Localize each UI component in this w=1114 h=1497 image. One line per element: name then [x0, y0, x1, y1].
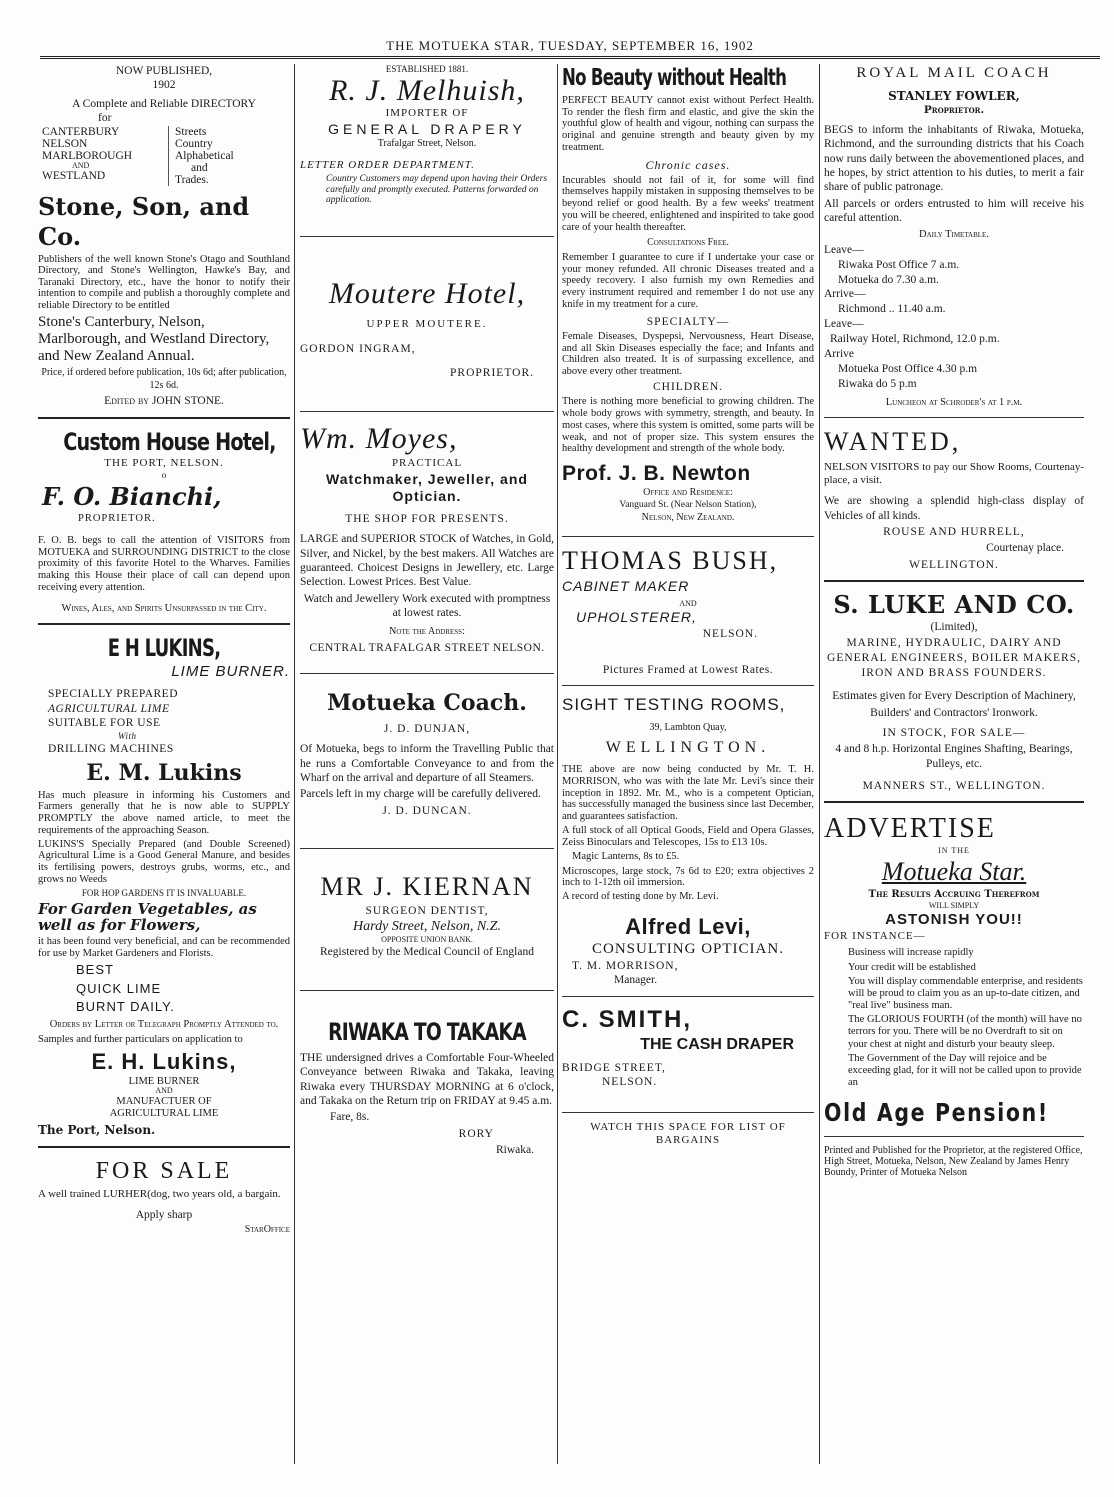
region: MARLBOROUGH — [42, 149, 133, 162]
ornament: o — [161, 470, 167, 481]
lukins-heading: E H LUKINS, — [107, 633, 221, 662]
bianchi-proprietor: PROPRIETOR. — [78, 512, 156, 524]
importer: IMPORTER OF — [385, 106, 469, 119]
specialty-text: Female Diseases, Dyspepsi, Nervousness, Heart Disease, and all Skin Diseases especially the face; and Infants and Children also treated. It is of surpassing excellence, and above every other treatment. — [562, 330, 814, 378]
hotel-title: Custom House Hotel, — [63, 427, 276, 456]
rouse-hurrell: ROUSE AND HURRELL, — [883, 525, 1025, 538]
publisher-text: Publishers of the well known Stone's Otago and Southland Directory, and Stone's Wellington, Hawke's Bay, and Taranaki Directory, etc., have the honor to notify their intention to compile and publish a thoroughly complete and reliable Directory to be entitled — [38, 253, 290, 311]
instance-item: Your credit will be established — [848, 962, 976, 974]
timetable — [824, 243, 1084, 392]
feature: and — [191, 161, 208, 174]
moyes-address: CENTRAL TRAFALGAR STREET NELSON. — [309, 641, 545, 654]
moutere-hotel: Moutere Hotel, — [328, 276, 526, 310]
feature: Trades. — [175, 173, 209, 186]
garden-heading: For Garden Vegetables, as well as for Flowers, — [38, 899, 257, 935]
best-line: BEST — [76, 962, 114, 978]
spec-line: AGRICULTURAL LIME — [48, 702, 170, 715]
begs-text: BEGS to inform the inhabitants of Riwaka, Motueka, Richmond, and the surrounding districts that his Coach now runs daily between the abovementioned places, and he hopes, by strict attention to his duties, to merit a fair share of public patronage. — [824, 123, 1084, 194]
timetable-row: Leave— — [824, 318, 864, 331]
lukins-big: E. H. Lukins, — [91, 1049, 237, 1075]
region: WESTLAND — [42, 170, 106, 183]
stanley-fowler: STANLEY FOWLER, — [888, 88, 1020, 103]
microscopes: Microscopes, large stock, 7s 6d to £20; extra objectives 2 inch to 1-12th oil immersion. — [562, 865, 814, 889]
wanted: WANTED, — [824, 427, 962, 457]
drapery: GENERAL DRAPERY — [328, 120, 526, 137]
wines: Wines, Ales, and Spirits Unsurpassed in the City. — [61, 602, 267, 614]
spec-line: With — [118, 730, 137, 741]
letter-order: LETTER ORDER DEPARTMENT. — [300, 158, 475, 171]
directory-line: A Complete and Reliable DIRECTORY — [72, 97, 256, 110]
results: The Results Accruing Therefrom — [868, 888, 1040, 900]
surgeon-dentist: SURGEON DENTIST, — [365, 904, 489, 917]
wellington: WELLINGTON. — [909, 558, 999, 571]
column-rule — [557, 64, 558, 1464]
newton-name: Prof. J. B. Newton — [562, 462, 751, 485]
lukins-text: LUKINS'S Specially Prepared (and Double Screened) Agricultural Lime is a Good General Manure, and besides its fertilising powers, destroys grubs, worms, etc., and grows no Weeds — [38, 838, 290, 885]
lime-line: MANUFACTUER OF — [116, 1096, 212, 1108]
timetable-row: Railway Hotel, Richmond, 12.0 p.m. — [830, 333, 1000, 346]
spec-line: SUITABLE FOR USE — [48, 717, 161, 730]
samples: Samples and further particulars on application to — [38, 1034, 243, 1046]
will-simply: WILL SIMPLY — [928, 901, 980, 911]
wellington-heading: WELLINGTON. — [605, 739, 771, 757]
bianchi-text: F. O. B. begs to call the attention of VISITORS from MOTUEKA and SURROUNDING DISTRICT to the close proximity of this favorite Hotel to the Wharves. Families making this House their place of call can depend upon receiving every attention. — [38, 534, 290, 593]
directory-regions — [38, 126, 290, 186]
region: NELSON — [42, 137, 88, 150]
lime-line: AGRICULTURAL LIME — [109, 1107, 219, 1119]
record: A record of testing done by Mr. Levi. — [562, 891, 719, 902]
morrison: T. M. MORRISON, — [572, 960, 679, 972]
timetable-row: Motueka do 7.30 a.m. — [838, 273, 939, 286]
for-instance: FOR INSTANCE— — [824, 930, 926, 943]
gordon-proprietor: PROPRIETOR. — [450, 367, 534, 380]
region: AND — [72, 160, 90, 170]
for-sale: FOR SALE — [95, 1158, 233, 1185]
smith-name: C. SMITH, — [562, 1005, 692, 1033]
lambton-quay: 39, Lambton Quay, — [649, 721, 727, 733]
year: 1902 — [152, 79, 176, 92]
old-age-pension: Old Age Pension! — [824, 1097, 1049, 1127]
upper-moutere: UPPER MOUTERE. — [366, 318, 488, 331]
children-text: There is nothing more beneficial to growing children. The whole body grows with symmetry, strength, and beauty. In most cases, where this system is omitted, some parts will be weak, and not of proper size. This system ensures the healthy development and strength of the whole body. — [562, 396, 814, 455]
watchmaker: Watchmaker, Jeweller, and Optician. — [326, 470, 528, 505]
printed-by: Printed and Published for the Proprietor, at the registered Office, High Street, Motueka, Nelson, New Zealand by James Henry Boundy, Printer of Motueka Nelson — [824, 1145, 1083, 1178]
timetable-row: Leave— — [824, 243, 864, 256]
hotel-sub: THE PORT, NELSON. — [104, 456, 224, 469]
cash-draper: THE CASH DRAPER — [640, 1035, 794, 1053]
opposite-bank: OPPOSITE UNION BANK. — [381, 935, 473, 945]
column-1 — [38, 64, 290, 1239]
smith-nelson: NELSON. — [602, 1076, 658, 1089]
moyes-name: Wm. Moyes, — [300, 421, 458, 455]
chronic-text: Incurables should not fail of it, for some will find themselves happily mistaken in supposing themselves to be beyond relief or good health. By a few weeks' treatment you will be cheered, enlightened and inspirited to take good care of your health thereafter. — [562, 174, 814, 233]
timetable-row: Arrive— — [824, 288, 866, 301]
office-residence: Office and Residence: — [643, 487, 733, 499]
instance-item: Business will increase rapidly — [848, 946, 974, 958]
sight-testing: SIGHT TESTING ROOMS, — [562, 695, 786, 715]
dunjan: J. D. DUNJAN, — [383, 722, 471, 735]
fowler-proprietor: Proprietor. — [923, 103, 985, 116]
advertise: ADVERTISE — [824, 813, 996, 845]
port-nelson: The Port, Nelson. — [38, 1123, 156, 1138]
feature: Alphabetical — [175, 149, 234, 162]
and-text: AND — [679, 599, 697, 609]
melhuish-name: R. J. Melhuish, — [329, 74, 525, 108]
directory-title: Stone's Canterbury, Nelson, Marlborough, and Westland Directory, and New Zealand Annual. — [38, 313, 270, 365]
best-line: BURNT DAILY. — [76, 998, 175, 1014]
engines: 4 and 8 h.p. Horizontal Engines Shafting, Bearings, Pulleys, etc. — [835, 743, 1073, 770]
magic-lanterns: Magic Lanterns, 8s to £5. — [572, 851, 680, 863]
now-published: NOW PUBLISHED, — [115, 65, 213, 77]
duncan-sig: J. D. DUNCAN. — [382, 804, 472, 817]
bianchi-name: F. O. Bianchi, — [42, 481, 222, 511]
manager: Manager. — [614, 974, 658, 987]
price: Price, if ordered before publication, 10s 6d; after publication, 12s 6d. — [41, 367, 287, 391]
feature: Country — [175, 137, 213, 150]
estimates: Estimates given for Every Description of Machinery, — [832, 690, 1076, 703]
lukins-text: Has much pleasure in informing his Customers and Farmers generally that he is now able to SUPPLY PROMPTLY the above named article, to meet the requirements of the approaching Season. — [38, 789, 290, 836]
for-text: for — [98, 112, 112, 125]
watch-space: WATCH THIS SPACE FOR LIST OF BARGAINS — [590, 1120, 786, 1147]
sale-text: A well trained LURHER(dog, two years old, a bargain. — [38, 1188, 281, 1201]
timetable-row: Richmond .. 11.40 a.m. — [838, 303, 946, 316]
pictures: Pictures Framed at Lowest Rates. — [602, 664, 774, 676]
bridge-street: BRIDGE STREET, — [562, 1061, 666, 1074]
wanted-text: NELSON VISITORS to pay our Show Rooms, Courtenay-place, a visit. — [824, 460, 1084, 487]
consult-text: Remember I guarantee to cure if I undertake your case or your money refunded. All chronic Diseases treated and a speedy recovery. I also furnish my own Remedies and every instrument required and remember I do not use any knife in my treatment for a cure. — [562, 251, 814, 310]
rory: RORY — [458, 1127, 494, 1140]
builders: Builders' and Contractors' Ironwork. — [870, 706, 1038, 719]
in-the: IN THE — [938, 846, 970, 856]
street: Trafalgar Street, Nelson. — [377, 138, 477, 149]
engineers: MARINE, HYDRAULIC, DAIRY AND GENERAL ENGINEERS, BOILER MAKERS, IRON AND BRASS FOUNDERS. — [827, 637, 1081, 680]
instance-item: The Government of the Day will rejoice and be exceeding glad, for it will not be called upon to provide an — [848, 1052, 1082, 1088]
lime-line: LIME BURNER — [128, 1075, 200, 1087]
chronic: Chronic cases. — [645, 157, 731, 172]
specialty: SPECIALTY— — [646, 315, 730, 328]
optical-stock: A full stock of all Optical Goods, Field and Opera Glasses, Zeiss Binoculars and Telescopes, 15s to £13 10s. — [562, 824, 814, 848]
timetable-row: Motueka Post Office 4.30 p.m — [838, 363, 978, 376]
best-line: QUICK LIME — [76, 980, 162, 996]
riwaka-sig: Riwaka. — [495, 1144, 534, 1157]
in-stock: IN STOCK, FOR SALE— — [882, 726, 1026, 739]
timetable-row: Riwaka do 5 p.m — [838, 378, 917, 391]
levi-name: Alfred Levi, — [625, 913, 751, 939]
region: CANTERBURY — [42, 125, 120, 138]
lukins-gothic: E. M. Lukins — [86, 760, 242, 787]
registered: Registered by the Medical Council of England — [320, 946, 534, 959]
instance-item: You will display commendable enterprise, and residents will be proud to claim you as an up-to-date citizen, and "real live" business man. — [848, 976, 1083, 1012]
repair-text: Watch and Jewellery Work executed with promptness at lowest rates. — [303, 592, 551, 620]
editor: Edited by JOHN STONE. — [104, 395, 224, 408]
fare: Fare, 8s. — [330, 1111, 370, 1124]
note-address: Note the Address: — [389, 626, 465, 638]
column-2 — [300, 64, 554, 1159]
nelson-nz: Nelson, New Zealand. — [641, 511, 735, 523]
orders: Orders by Letter or Telegraph Promptly Attended to. — [49, 1018, 279, 1030]
office-address: Vanguard St. (Near Nelson Station), — [619, 499, 757, 510]
bush-name: THOMAS BUSH, — [562, 546, 779, 576]
garden-text: it has been found very beneficial, and can be recommended for use by Market Gardeners and Florists. — [38, 935, 290, 959]
beauty-heading: No Beauty without Health — [562, 65, 787, 91]
kiernan-name: MR J. KIERNAN — [320, 872, 534, 902]
spec-line: SPECIALLY PREPARED — [48, 688, 179, 701]
stock-text: LARGE and SUPERIOR STOCK of Watches, in Gold, Silver, and Nickel, by the best makers. All Watches are guaranteed. Choicest Designs in Jewellery, etc. Large Selection. Lowest Prices. Best Value. — [300, 533, 554, 589]
column-rule — [294, 64, 295, 1464]
luke-name: S. LUKE AND CO. — [833, 590, 1075, 619]
instance-item: The GLORIOUS FOURTH (of the month) will have no terrors for you. There will be no Overdraft to sit on your chest at night and disturb your beauty sleep. — [848, 1014, 1082, 1050]
spec-line: DRILLING MACHINES — [48, 742, 174, 755]
motueka-coach: Motueka Coach. — [327, 690, 527, 717]
upholsterer: UPHOLSTERER, — [576, 609, 697, 626]
parcels-text: Parcels left in my charge will be carefully delivered. — [300, 788, 541, 801]
motueka-star: Motueka Star. — [881, 857, 1027, 887]
shop-presents: THE SHOP FOR PRESENTS. — [345, 512, 509, 525]
masthead-rule — [40, 56, 1100, 59]
daily-timetable: Daily Timetable. — [919, 228, 989, 240]
courtenay: Courtenay place. — [986, 542, 1064, 555]
practical: PRACTICAL — [391, 457, 463, 470]
royal-mail: ROYAL MAIL COACH — [856, 65, 1052, 81]
astonish: ASTONISH YOU!! — [885, 911, 1023, 929]
beauty-text: PERFECT BEAUTY cannot exist without Perfect Health. To render the flesh firm and elastic, and give the skin the youthful glow of health and vigour, nothing can surpass the original and genuine strength and beauty given by my treatment. — [562, 94, 814, 153]
riwaka-text: THE undersigned drives a Comfortable Four-Wheeled Conveyance between Riwaka and Takaka, leaving Riwaka every THURSDAY MORNING at 6 o'clock, and Takaka on the Return trip on FRIDAY at 9.45 a.m. — [300, 1051, 554, 1107]
apply-sharp: Apply sharp — [135, 1208, 193, 1221]
sight-text: THE above are now being conducted by Mr. T. H. MORRISON, who was with the late Mr. Levi's since their inception in 1892. Mr. M., who is a competent Optician, has successfully managed the business since last December, and guarantees satisfaction. — [562, 764, 814, 823]
lime-burner: LIME BURNER. — [171, 662, 290, 680]
luncheon: Luncheon at Schroder's at 1 p.m. — [885, 397, 1023, 408]
feature: Streets — [175, 125, 207, 138]
limited: (Limited), — [930, 621, 978, 633]
cabinet-maker: CABINET MAKER — [562, 577, 690, 594]
lime-line: AND — [155, 1086, 173, 1096]
publisher-name: Stone, Son, and Co. — [38, 191, 250, 251]
star-office: StarOffice — [244, 1224, 290, 1236]
coach-text: Of Motueka, begs to inform the Travelling Public that he runs a Comfortable Conveyance to and from the Wharf on the arrival and departure of all Steamers. — [300, 743, 554, 784]
column-4 — [824, 64, 1084, 1180]
column-3 — [562, 64, 814, 1150]
timetable-row: Arrive — [824, 348, 855, 361]
children: CHILDREN. — [652, 380, 723, 393]
manners-street: MANNERS ST., WELLINGTON. — [862, 780, 1046, 793]
established: ESTABLISHED 1881. — [385, 64, 469, 74]
parcels-orders: All parcels or orders entrusted to him will receive his careful attention. — [824, 197, 1084, 225]
hardy-street: Hardy Street, Nelson, N.Z. — [353, 918, 501, 934]
showing: We are showing a splendid high-class display of Vehicles of all kinds. — [824, 495, 1084, 522]
consulting-optician: CONSULTING OPTICIAN. — [592, 941, 784, 958]
riwaka-takaka: RIWAKA TO TAKAKA — [328, 1017, 526, 1046]
masthead: THE MOTUEKA STAR, TUESDAY, SEPTEMBER 16, 1902 — [386, 38, 754, 53]
bush-nelson: NELSON. — [702, 627, 758, 640]
letter-text: Country Customers may depend upon having their Orders carefully and promptly executed. Patterns forwarded on application. — [326, 174, 548, 206]
timetable-row: Riwaka Post Office 7 a.m. — [838, 258, 960, 271]
gordon-ingram: GORDON INGRAM, — [300, 342, 416, 355]
hop-gardens: FOR HOP GARDENS IT IS INVALUABLE. — [81, 887, 247, 898]
consultations: Consultations Free. — [647, 237, 729, 249]
column-rule — [819, 64, 820, 1464]
